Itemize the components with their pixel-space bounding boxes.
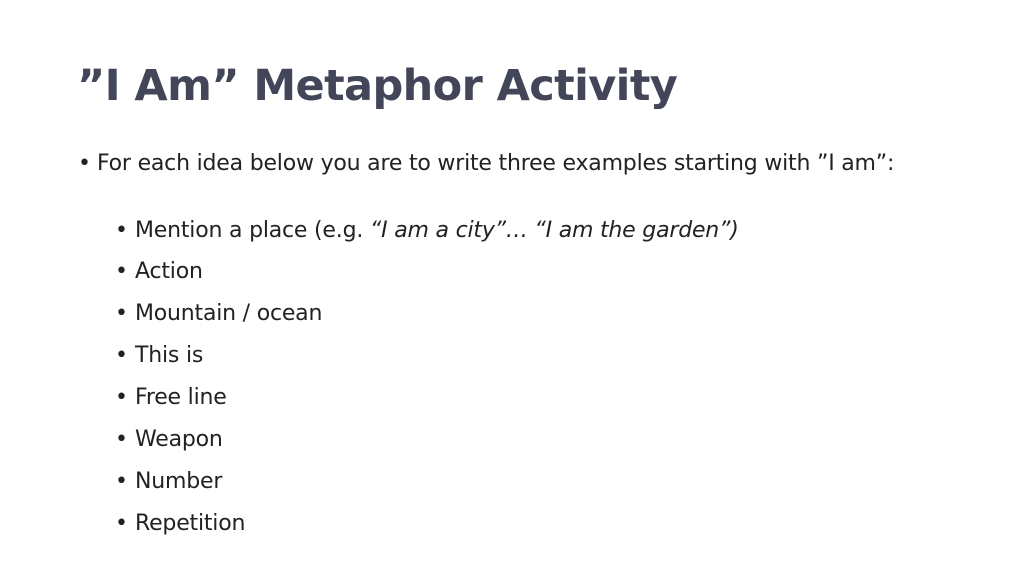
sub-bullet-text: Mention a place (e.g. — [135, 218, 370, 243]
bullet-dot: • — [115, 427, 128, 452]
bullet-dot: • — [115, 511, 128, 536]
sub-bullet-this-is — [115, 341, 203, 371]
slide-title: ”I Am” Metaphor Activity — [77, 61, 678, 111]
sub-bullet-text: Weapon — [135, 427, 223, 452]
sub-bullet-example: “I am a city”… “I am the garden”) — [369, 218, 739, 243]
bullet-dot: • — [115, 343, 128, 368]
sub-bullet-text: Free line — [135, 385, 227, 410]
sub-bullet-text: Action — [135, 259, 203, 284]
sub-bullet-action — [115, 257, 203, 287]
sub-bullet-repetition — [115, 509, 245, 539]
sub-bullet-place — [115, 216, 739, 246]
bullet-dot: • — [115, 218, 128, 243]
sub-bullet-text: Repetition — [135, 511, 246, 536]
sub-bullet-text: This is — [135, 343, 204, 368]
bullet-dot: • — [115, 301, 128, 326]
bullet-dot: • — [115, 469, 128, 494]
main-bullet-text: For each idea below you are to write three examples starting with ”I am”: — [97, 151, 895, 176]
main-bullet — [78, 148, 937, 179]
bullet-dot: • — [115, 259, 128, 284]
sub-bullet-text: Number — [135, 469, 223, 494]
sub-bullet-free-line — [115, 383, 227, 413]
bullet-dot: • — [115, 385, 128, 410]
sub-bullet-number — [115, 467, 222, 497]
bullet-dot: • — [78, 151, 91, 176]
sub-bullet-text: Mountain / ocean — [135, 301, 323, 326]
sub-bullet-mountain-ocean — [115, 299, 322, 329]
sub-bullet-weapon — [115, 425, 223, 455]
